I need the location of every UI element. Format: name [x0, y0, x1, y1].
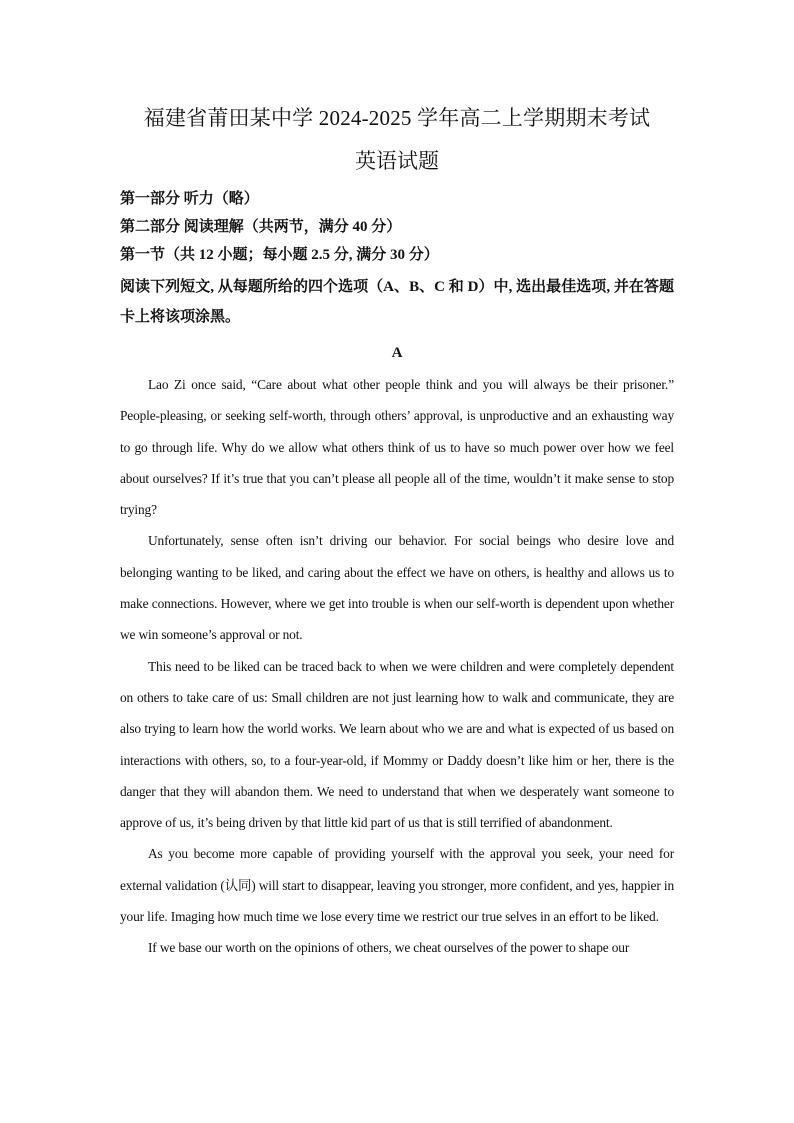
passage-paragraph: If we base our worth on the opinions of others, we cheat ourselves of the power to shape our	[148, 940, 630, 956]
passage-paragraph: Unfortunately, sense often isn’t driving our behavior. For social beings who desire love and belonging wanting to be liked, and caring about the effect we have on others, is healthy and allows us to make connections. However, where we get into trouble is when our self-worth is dependent upon whether we win someone’s approval or not.	[120, 533, 674, 643]
document-subtitle: 英语试题	[355, 149, 439, 173]
section-one-heading: 第一节（共 12 小题；每小题 2.5 分, 满分 30 分）	[120, 247, 439, 263]
passage-paragraph: As you become more capable of providing yourself with the approval you seek, your need for external validation (认同) will start to disappear, leaving you stronger, more confident, and yes, happier in your life. Imaging how much time we lose every time we restrict our true selves in an effort to be liked.	[120, 846, 674, 925]
document-title: 福建省莆田某中学 2024-2025 学年高二上学期期末考试	[143, 106, 651, 130]
part-two-heading: 第二部分 阅读理解（共两节，满分 40 分）	[120, 219, 402, 235]
part-one-heading: 第一部分 听力（略）	[120, 191, 259, 207]
passage-label: A	[391, 345, 403, 361]
document-page	[120, 100, 674, 964]
passage-paragraph: Lao Zi once said, “Care about what other people think and you will always be their prisoner.” People-pleasing, or seeking self-worth, through others’ approval, is unproductive and an exhausting way to go through life. Why do we allow what others think of us to have so much power over how we feel about ourselves? If it’s true that you can’t please all people all of the time, wouldn’t it make sense to stop trying?	[120, 377, 674, 518]
passage-paragraph: This need to be liked can be traced back to when we were children and were completely dependent on others to take care of us: Small children are not just learning how to walk and communicate, they are also trying to learn how the world works. We learn about who we are and what is expected of us based on interactions with others, so, to a four-year-old, if Mommy or Daddy doesn’t like him or her, there is the danger that they will abandon them. We need to understand that when we desperately want someone to approve of us, it’s being driven by that little kid part of us that is still terrified of abandonment.	[120, 658, 674, 831]
instructions: 阅读下列短文, 从每题所给的四个选项（A、B、C 和 D）中, 选出最佳选项, 并在答题卡上将该项涂黑。	[120, 279, 674, 325]
